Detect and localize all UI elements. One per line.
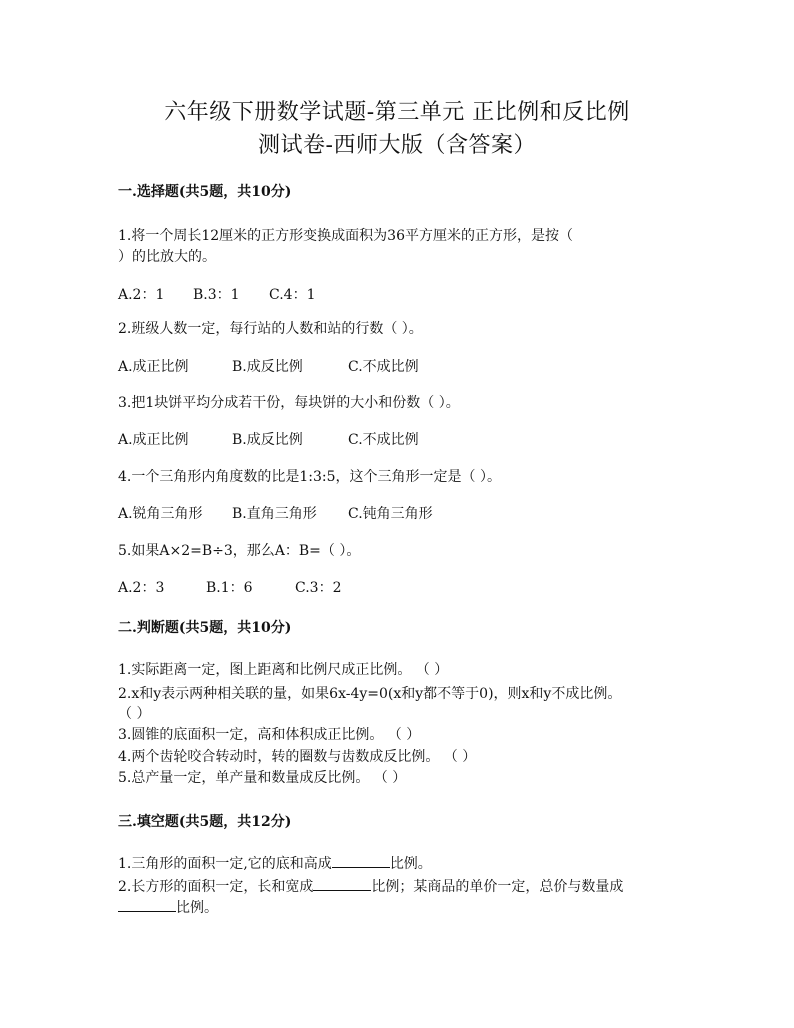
s1-q1-line1: 1.将一个周长12厘米的正方形变换成面积为36平方厘米的正方形，是按（ [118,228,573,244]
s2-item-2-bracket: （ ） [118,706,151,722]
s3-q2-after: 比例。 [176,900,218,916]
answer-blank[interactable] [118,897,176,912]
option-a: A.2：3 [118,580,165,596]
option-b: B.3：1 [193,287,240,303]
s1-q5-options [118,577,341,597]
answer-blank[interactable] [332,853,390,868]
s1-q2-options [118,356,419,376]
title-line-1: 六年级下册数学试题-第三单元 正比例和反比例 [164,100,630,125]
s1-q3-text: 3.把1块饼平均分成若干份，每块饼的大小和份数（ ）。 [118,395,460,411]
option-a: A.成正比例 [118,359,189,375]
s2-item-5: 5.总产量一定，单产量和数量成反比例。 （ ） [118,770,407,786]
s1-q2-text: 2.班级人数一定，每行站的人数和站的行数（ ）。 [118,321,423,337]
s1-q5-text: 5.如果A×2=B÷3，那么A：B=（ ）。 [118,543,361,559]
section2-heading: 二.判断题(共5题，共10分) [118,620,292,636]
s3-q1 [118,853,432,873]
s1-q1-options [118,284,315,304]
option-b: B.成反比例 [232,359,303,375]
s1-q1-line2: ）的比放大的。 [118,249,216,265]
option-b: B.1：6 [206,580,253,596]
title-line-2: 测试卷-西师大版（含答案） [258,133,536,158]
s3-q2-middle: 比例；某商品的单价一定，总价与数量成 [371,879,624,895]
option-a: A.成正比例 [118,432,189,448]
section1-heading: 一.选择题(共5题，共10分) [118,184,292,200]
section3-heading: 三.填空题(共5题，共12分) [118,814,292,830]
option-c: C.不成比例 [348,359,419,375]
option-c: C.3：2 [295,580,342,596]
option-c: C.钝角三角形 [348,506,433,522]
s3-q1-before: 1.三角形的面积一定,它的底和高成 [118,856,332,872]
s3-q1-after: 比例。 [389,856,432,872]
s2-item-4: 4.两个齿轮咬合转动时，转的圈数与齿数成反比例。 （ ） [118,749,477,765]
s3-q2-before: 2.长方形的面积一定，长和宽成 [118,879,314,895]
option-c: C.4：1 [269,287,316,303]
option-c: C.不成比例 [348,432,419,448]
option-a: A.2：1 [118,287,165,303]
option-b: B.成反比例 [232,432,303,448]
answer-blank[interactable] [313,876,371,891]
s3-q2-line1 [118,876,623,896]
s2-item-3: 3.圆锥的底面积一定，高和体积成正比例。 （ ） [118,727,421,743]
s3-q2-line2 [118,897,218,917]
option-b: B.直角三角形 [232,506,317,522]
s1-q3-options [118,429,419,449]
s1-q4-options [118,503,433,523]
s2-item-2: 2.x和y表示两种相关联的量，如果6x-4y=0(x和y都不等于0)，则x和y不成比例。 [118,686,622,702]
s2-item-1: 1.实际距离一定，图上距离和比例尺成正比例。 （ ） [118,662,449,678]
s1-q4-text: 4.一个三角形内角度数的比是1:3:5，这个三角形一定是（ ）。 [118,469,501,485]
option-a: A.锐角三角形 [118,506,203,522]
